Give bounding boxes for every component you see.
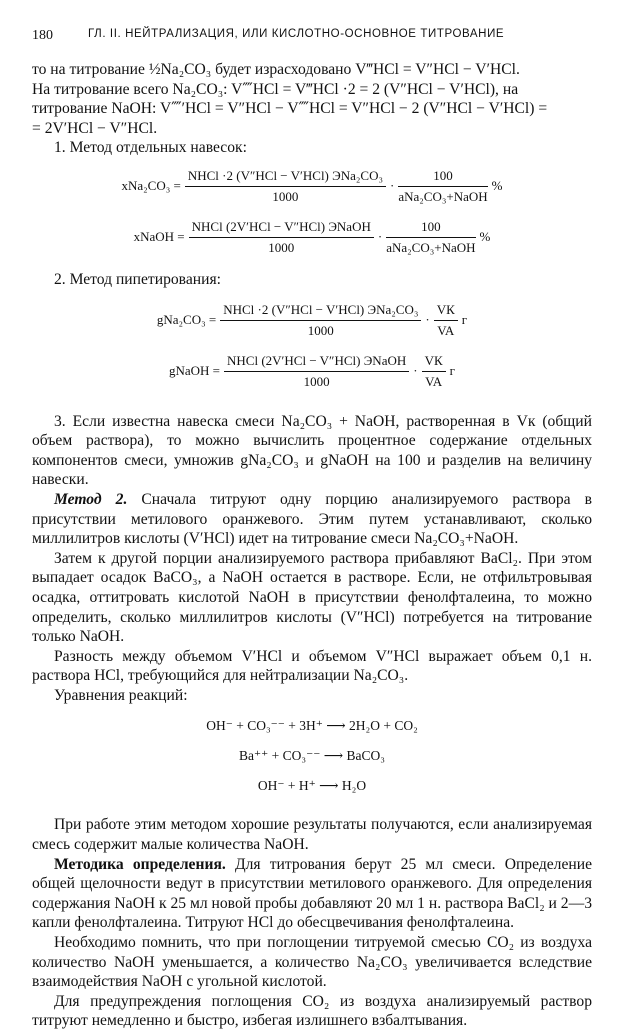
formula-fraction-2	[434, 302, 458, 339]
formula-lhs: gNa₂CO₃ =	[156, 312, 217, 328]
formula-fraction-2	[398, 168, 487, 205]
formula-unit: г	[449, 363, 455, 379]
formula-lhs: gNaOH =	[169, 363, 221, 379]
formula-fraction	[185, 168, 386, 205]
formula-unit: %	[491, 178, 503, 194]
formula-denominator-2: aNa₂CO₃+NaOH	[398, 188, 488, 204]
paragraph-remember: Необходимо помнить, что при поглощении титруемой смесью CO₂ из воздуха количество NaOH уменьшается, а количество Na₂CO₃ увеличивается вследствие взаимодействия NaOH с угольной кислотой.	[32, 934, 592, 991]
paragraph-prevent: Для предупреждения поглощения CO₂ из воздуха анализируемый раствор титруют немедленно и быстро, избегая излишнего взбалтывания.	[32, 992, 592, 1030]
formula-unit: %	[479, 229, 491, 245]
intro-line-1: то на титрование ½Na₂CO₃ будет израсходовано V‴HCl = V″HCl − V′HCl.	[32, 61, 520, 78]
method1-heading: 1. Метод отдельных навесок:	[54, 139, 247, 157]
intro-line-4: = 2V′HCl − V″HCl.	[32, 119, 158, 137]
formula-x-na2co3: xNa₂CO₃ = $\frac{\text{NHCl ·2 (V″HCl − V′HCl) ЭNa₂CO₃}}{1000}$ · $\frac{100}{\text{aNa₂CO₃+NaOH}}$ %	[121, 167, 503, 204]
formula-numerator: NHCl ·2 (V″HCl − V′HCl) ЭNa₂CO₃	[185, 168, 386, 187]
equations-heading: Уравнения реакций:	[54, 686, 188, 704]
intro-line-3: титрование NaOH: V⁗′HCl = V″HCl − V⁗HCl = V″HCl − 2 (V″HCl − V′HCl) =	[32, 100, 548, 118]
paragraph-procedure	[32, 855, 592, 933]
page-header	[32, 20, 592, 46]
formula-fraction	[189, 219, 374, 256]
paragraph-method-2	[32, 490, 592, 549]
method-2-title: Метод 2.	[54, 490, 128, 508]
formula-denominator-2: VA	[437, 322, 455, 338]
formula-unit: г	[461, 312, 468, 328]
formula-denominator: 1000	[272, 188, 299, 204]
book-page	[32, 20, 592, 1031]
formula-fraction-2	[386, 219, 475, 256]
reaction-equation: OH⁻ + CO₃⁻⁻ + 3H⁺ ⟶ 2H₂O + CO₂	[206, 718, 418, 734]
formula-fraction	[220, 302, 421, 339]
formula-denominator: 1000	[268, 239, 295, 255]
formula-g-naoh: gNaOH = $\frac{\text{NHCl (2V′HCl − V″HCl) ЭNaOH}}{1000}$ · $\frac{VК}{VA}$ г	[169, 352, 455, 389]
procedure-title: Методика определения.	[54, 855, 226, 873]
formula-numerator-2: VК	[434, 302, 458, 321]
formula-g-na2co3: gNa₂CO₃ = $\frac{\text{NHCl ·2 (V″HCl − V′HCl) ЭNa₂CO₃}}{1000}$ · $\frac{VК}{VA}$ г	[156, 301, 468, 338]
formula-numerator-2: 100	[398, 168, 487, 187]
formula-denominator-2: aNa₂CO₃+NaOH	[386, 239, 476, 255]
formula-lhs: xNaOH =	[133, 229, 185, 245]
reaction-equation: Ba⁺⁺ + CO₃⁻⁻ ⟶ BaCO₃	[239, 748, 385, 764]
formula-x-naoh: xNaOH = $\frac{\text{NHCl (2V′HCl − V″HCl) ЭNaOH}}{1000}$ · $\frac{100}{\text{aNa₂CO₃+NaOH}}$ %	[133, 218, 491, 255]
paragraph-volume-difference: Разность между объемом V′HCl и объемом V″HCl выражает объем 0,1 н. раствора HCl, требующийся для нейтрализации Na₂CO₃.	[32, 647, 592, 685]
intro-line-2: На титрование всего Na₂CO₃: V⁗HCl = V‴HCl ·2 = 2 (V″HCl − V′HCl), на	[32, 80, 519, 98]
formula-numerator: NHCl (2V′HCl − V″HCl) ЭNaOH	[224, 353, 409, 372]
method-2-text: Сначала титруют одну порцию анализируемого раствора в присутствии метилового оранжевого. Этим путем устанавливают, сколько миллилитров кислоты (V′HCl) идет на титрование смеси Na₂CO₃+NaOH.	[32, 490, 592, 548]
formula-numerator-2: 100	[386, 219, 475, 238]
procedure-text: Для титрования берут 25 мл смеси. Определение общей щелочности ведут в присутствии метилового оранжевого. Для определения содержания NaOH к 25 мл новой пробы добавляют 20 мл 1 н. раствора BaCl₂ и 2—3 капли фенолфталеина. Титруют HCl до обесцвечивания фенолфталеина.	[32, 855, 592, 932]
formula-numerator: NHCl (2V′HCl − V″HCl) ЭNaOH	[189, 219, 374, 238]
running-head: ГЛ. II. НЕЙТРАЛИЗАЦИЯ, ИЛИ КИСЛОТНО-ОСНОВНОЕ ТИТРОВАНИЕ	[88, 28, 505, 40]
formula-fraction-2	[422, 353, 446, 390]
method2-heading: 2. Метод пипетирования:	[54, 270, 221, 288]
formula-denominator-2: VA	[425, 373, 443, 389]
reaction-equations	[32, 711, 592, 801]
paragraph-good-results: При работе этим методом хорошие результаты получаются, если анализируемая смесь содержит малые количества NaOH.	[32, 816, 592, 854]
formula-denominator: 1000	[307, 322, 334, 338]
formula-fraction	[224, 353, 409, 390]
paragraph-bacl2: Затем к другой порции анализируемого раствора прибавляют BaCl₂. При этом выпадает осадок BaCO₃, а NaOH остается в растворе. Если, не отфильтровывая осадка, оттитровать кислотой NaOH в присутствии фенолфталеина, то можно определить, сколько миллилитров кислоты (V″HCl) потребуется на титрование только NaOH.	[32, 549, 592, 646]
formula-lhs: xNa₂CO₃ =	[121, 178, 181, 194]
page-number: 180	[32, 28, 53, 43]
formula-numerator-2: VК	[422, 353, 446, 372]
reaction-equation: OH⁻ + H⁺ ⟶ H₂O	[257, 778, 367, 794]
formula-numerator: NHCl ·2 (V″HCl − V′HCl) ЭNa₂CO₃	[220, 302, 421, 321]
formula-denominator: 1000	[303, 373, 330, 389]
paragraph-weighed-sample: 3. Если известна навеска смеси Na₂CO₃ + NaOH, растворенная в Vк (общий объем раствора), то можно вычислить процентное содержание отдельных компонентов смеси, умножив gNa₂CO₃ и gNaOH на 100 и разделив на величину навески.	[32, 412, 592, 489]
